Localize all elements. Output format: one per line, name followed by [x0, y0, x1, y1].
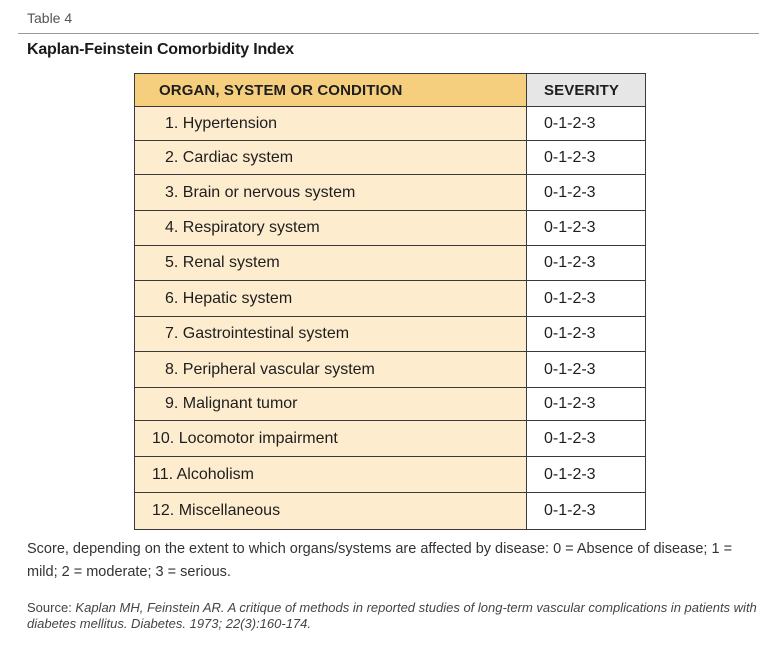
table-header-row [135, 74, 646, 107]
table-row [135, 388, 646, 421]
table-row [135, 246, 646, 281]
severity-cell: 0-1-2-3 [527, 493, 646, 530]
header-severity: SEVERITY [527, 74, 646, 107]
severity-cell: 0-1-2-3 [527, 175, 646, 211]
divider [18, 33, 759, 34]
severity-cell: 0-1-2-3 [527, 211, 646, 246]
table-row [135, 211, 646, 246]
table-row [135, 107, 646, 141]
condition-cell: 8. Peripheral vascular system [135, 352, 527, 388]
table-label: Table 4 [27, 10, 73, 26]
table-row [135, 493, 646, 530]
severity-cell: 0-1-2-3 [527, 141, 646, 175]
condition-cell: 12. Miscellaneous [135, 493, 527, 530]
condition-cell: 9. Malignant tumor [135, 388, 527, 421]
condition-cell: 1. Hypertension [135, 107, 527, 141]
table-row [135, 352, 646, 388]
header-condition: ORGAN, SYSTEM OR CONDITION [135, 74, 527, 107]
source-citation [27, 600, 762, 632]
condition-cell: 2. Cardiac system [135, 141, 527, 175]
severity-cell: 0-1-2-3 [527, 421, 646, 457]
table-row [135, 175, 646, 211]
condition-cell: 3. Brain or nervous system [135, 175, 527, 211]
table-row [135, 421, 646, 457]
severity-cell: 0-1-2-3 [527, 317, 646, 352]
condition-cell: 5. Renal system [135, 246, 527, 281]
comorbidity-table [134, 73, 646, 530]
table-row [135, 281, 646, 317]
condition-cell: 11. Alcoholism [135, 457, 527, 493]
severity-cell: 0-1-2-3 [527, 107, 646, 141]
condition-cell: 6. Hepatic system [135, 281, 527, 317]
table-title: Kaplan-Feinstein Comorbidity Index [27, 41, 295, 58]
severity-cell: 0-1-2-3 [527, 457, 646, 493]
severity-cell: 0-1-2-3 [527, 388, 646, 421]
condition-cell: 10. Locomotor impairment [135, 421, 527, 457]
table-row [135, 141, 646, 175]
severity-cell: 0-1-2-3 [527, 281, 646, 317]
condition-cell: 4. Respiratory system [135, 211, 527, 246]
table-row [135, 457, 646, 493]
severity-cell: 0-1-2-3 [527, 246, 646, 281]
table-row [135, 317, 646, 352]
source-label: Source: [27, 600, 76, 615]
severity-cell: 0-1-2-3 [527, 352, 646, 388]
condition-cell: 7. Gastrointestinal system [135, 317, 527, 352]
scoring-footnote: Score, depending on the extent to which organs/systems are affected by disease: 0 = Absence of disease; 1 = mild; 2 = moderate; 3 = serious. [27, 541, 733, 580]
citation-text: Kaplan MH, Feinstein AR. A critique of methods in reported studies of long-term vascular complications in patients with diabetes mellitus. Diabetes. 1973; 22(3):160-174. [27, 600, 757, 631]
